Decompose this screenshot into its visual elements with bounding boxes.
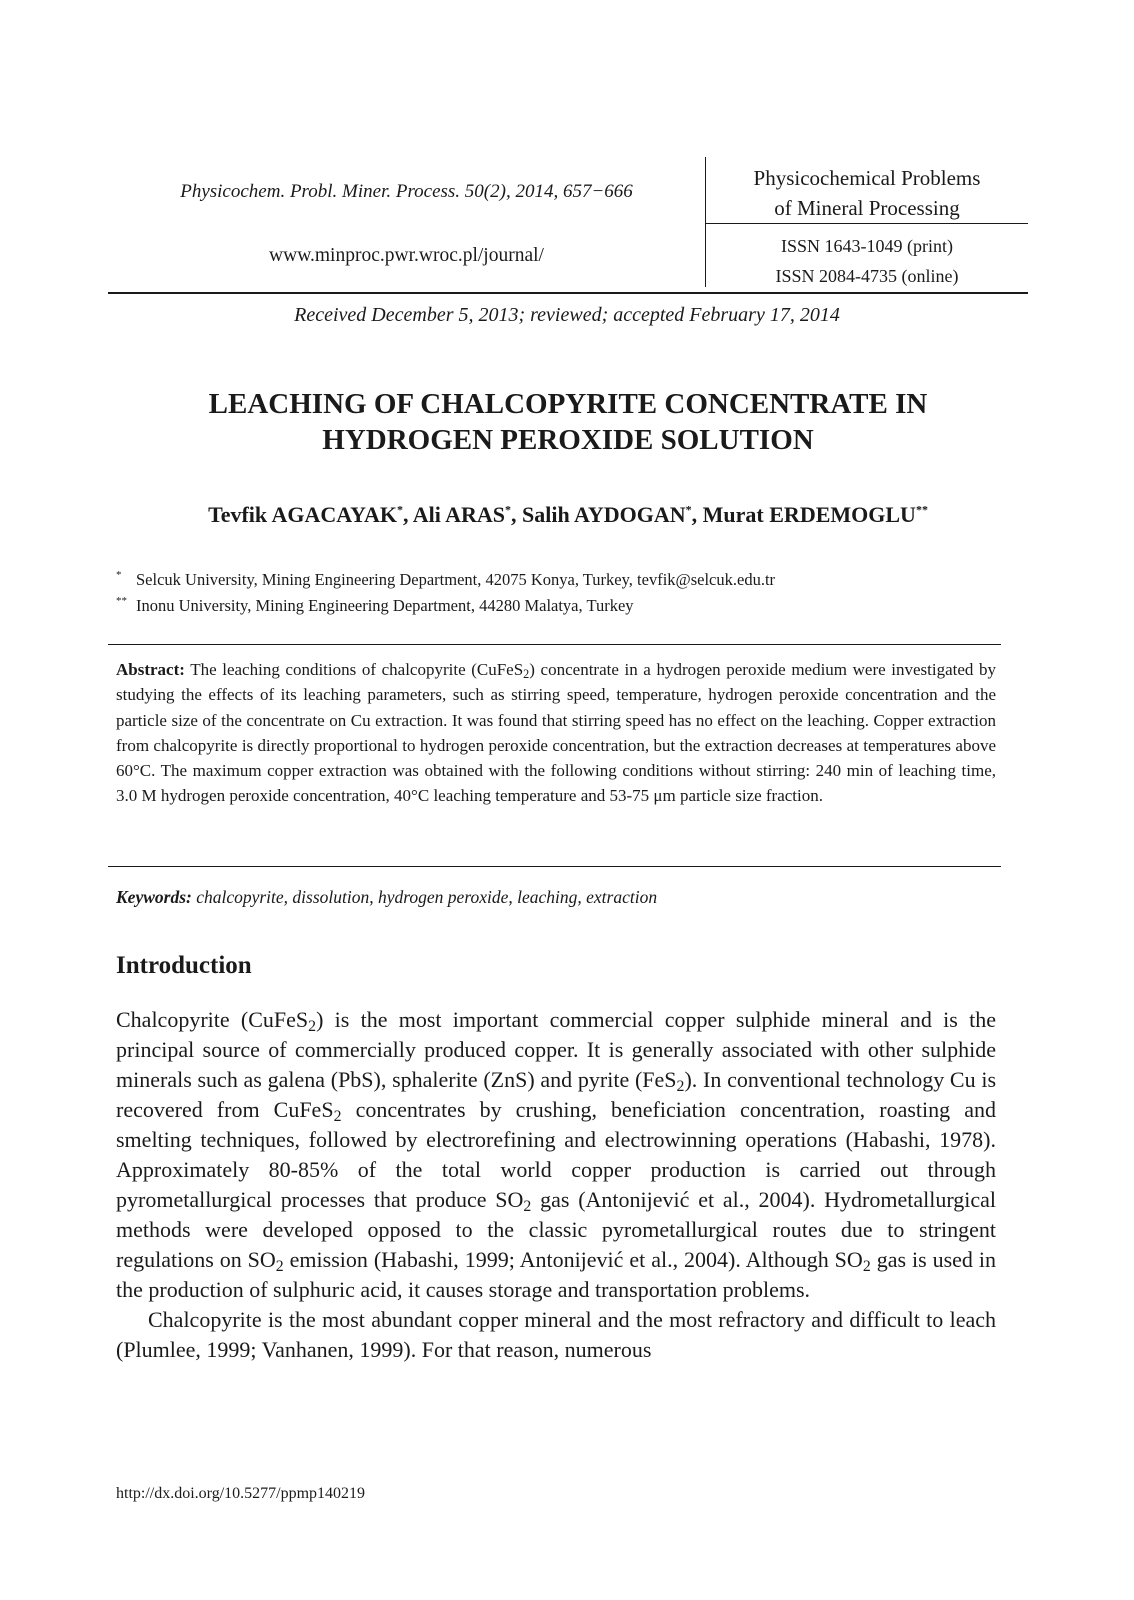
affiliation-mark: *	[116, 569, 122, 581]
journal-citation: Physicochem. Probl. Miner. Process. 50(2), 2014, 657−666	[180, 181, 633, 202]
author-name: Salih AYDOGAN	[522, 502, 686, 527]
paragraph	[116, 1005, 996, 1305]
paper-title	[108, 386, 1028, 458]
title-line1: LEACHING OF CHALCOPYRITE CONCENTRATE IN	[208, 388, 928, 420]
issn-print: ISSN 1643-1049 (print)	[781, 236, 953, 256]
abstract-label: Abstract:	[116, 660, 185, 679]
subscript: 2	[862, 1257, 871, 1275]
keywords-text: chalcopyrite, dissolution, hydrogen peroxide, leaching, extraction	[191, 887, 658, 907]
journal-name	[706, 163, 1028, 223]
received-dates: Received December 5, 2013; reviewed; accepted February 17, 2014	[294, 304, 840, 326]
body-text	[116, 1005, 996, 1365]
affiliation-item	[116, 593, 775, 619]
section-heading: Introduction	[116, 952, 252, 979]
header-bottom-rule	[108, 292, 1028, 294]
subscript: 2	[275, 1257, 284, 1275]
abstract-bottom-rule	[108, 866, 1001, 867]
text-run: ). In conventional technology Cu is recovered from CuFeS	[116, 1067, 997, 1122]
text-run: gas (Antonijević et al., 2004). Hydrometallurgical methods were developed opposed to the classic pyrometallurgical routes due to stringent regulations on SO	[116, 1187, 996, 1272]
text-run: emission (Habashi, 1999; Antonijević et al., 2004). Although SO	[283, 1247, 863, 1272]
author-mark: *	[685, 502, 692, 517]
issn-online: ISSN 2084-4735 (online)	[775, 266, 959, 286]
affiliation-text: Inonu University, Mining Engineering Department, 44280 Malatya, Turkey	[136, 596, 634, 615]
header-right	[706, 157, 1028, 287]
journal-name-line2: of Mineral Processing	[774, 196, 960, 220]
affiliation-mark: **	[116, 595, 127, 607]
abstract-text: ) concentrate in a hydrogen peroxide medium were investigated by studying the effects of its leaching parameters, such as stirring speed, temperature, hydrogen peroxide concentration and the particle size of the concentrate on Cu extraction. It was found that stirring speed has no effect on the leaching. Copper extraction from chalcopyrite is directly proportional to hydrogen peroxide concentration, but the extraction decreases at temperatures above 60°C. The maximum copper extraction was obtained with the following conditions without stirring: 240 min of leaching time, 3.0 M hydrogen peroxide concentration, 40°C leaching temperature and 53-75 μm particle size fraction.	[116, 660, 996, 806]
author-mark: *	[505, 502, 512, 517]
affiliations	[116, 567, 775, 619]
abstract	[116, 657, 996, 809]
author-name: Murat ERDEMOGLU	[702, 502, 916, 527]
header-divider-horizontal	[706, 223, 1028, 224]
author-name: Tevfik AGACAYAK	[208, 502, 397, 527]
journal-url[interactable]: www.minproc.pwr.wroc.pl/journal/	[269, 245, 544, 266]
text-run: Chalcopyrite (CuFeS	[116, 1007, 309, 1032]
author-mark: *	[396, 502, 403, 517]
subscript: 2	[308, 1017, 317, 1035]
subscript: 2	[333, 1107, 342, 1125]
text-run: gas is used in the production of sulphuric acid, it causes storage and transportation problems.	[116, 1247, 996, 1302]
keywords-label: Keywords:	[116, 887, 192, 907]
text-run: concentrates by crushing, beneficiation concentration, roasting and smelting techniques, followed by electrorefining and electrowinning operations (Habashi, 1978). Approximately 80-85% of the total world copper production is carried out through pyrometallurgical processes that produce SO	[116, 1097, 996, 1212]
header-left	[108, 157, 705, 287]
issn-block	[706, 231, 1028, 291]
affiliation-text: Selcuk University, Mining Engineering Department, 42075 Konya, Turkey, tevfik@selcuk.edu.tr	[136, 570, 776, 589]
author-name: Ali ARAS	[412, 502, 506, 527]
journal-name-line1: Physicochemical Problems	[753, 166, 981, 190]
journal-header	[108, 157, 1028, 295]
author-separator: ,	[402, 502, 413, 527]
text-run: ) is the most important commercial copper sulphide mineral and is the principal source of commercially produced copper. It is generally associated with other sulphide minerals such as galena (PbS), sphalerite (ZnS) and pyrite (FeS	[116, 1007, 996, 1092]
subscript: 2	[676, 1077, 685, 1095]
abstract-top-rule	[108, 644, 1001, 645]
abstract-text: The leaching conditions of chalcopyrite (CuFeS	[184, 660, 524, 679]
paragraph: Chalcopyrite is the most abundant copper mineral and the most refractory and difficult to leach (Plumlee, 1999; Vanhanen, 1999). For that reason, numerous	[116, 1307, 996, 1362]
keywords	[116, 887, 657, 908]
author-mark: **	[915, 502, 928, 517]
author-list	[108, 502, 1028, 528]
author-separator: ,	[691, 502, 703, 527]
author-separator: ,	[511, 502, 523, 527]
doi-link[interactable]: http://dx.doi.org/10.5277/ppmp140219	[116, 1485, 366, 1502]
title-line2: HYDROGEN PEROXIDE SOLUTION	[322, 424, 814, 456]
subscript: 2	[523, 1197, 532, 1215]
affiliation-item	[116, 567, 775, 593]
subscript: 2	[523, 667, 530, 682]
